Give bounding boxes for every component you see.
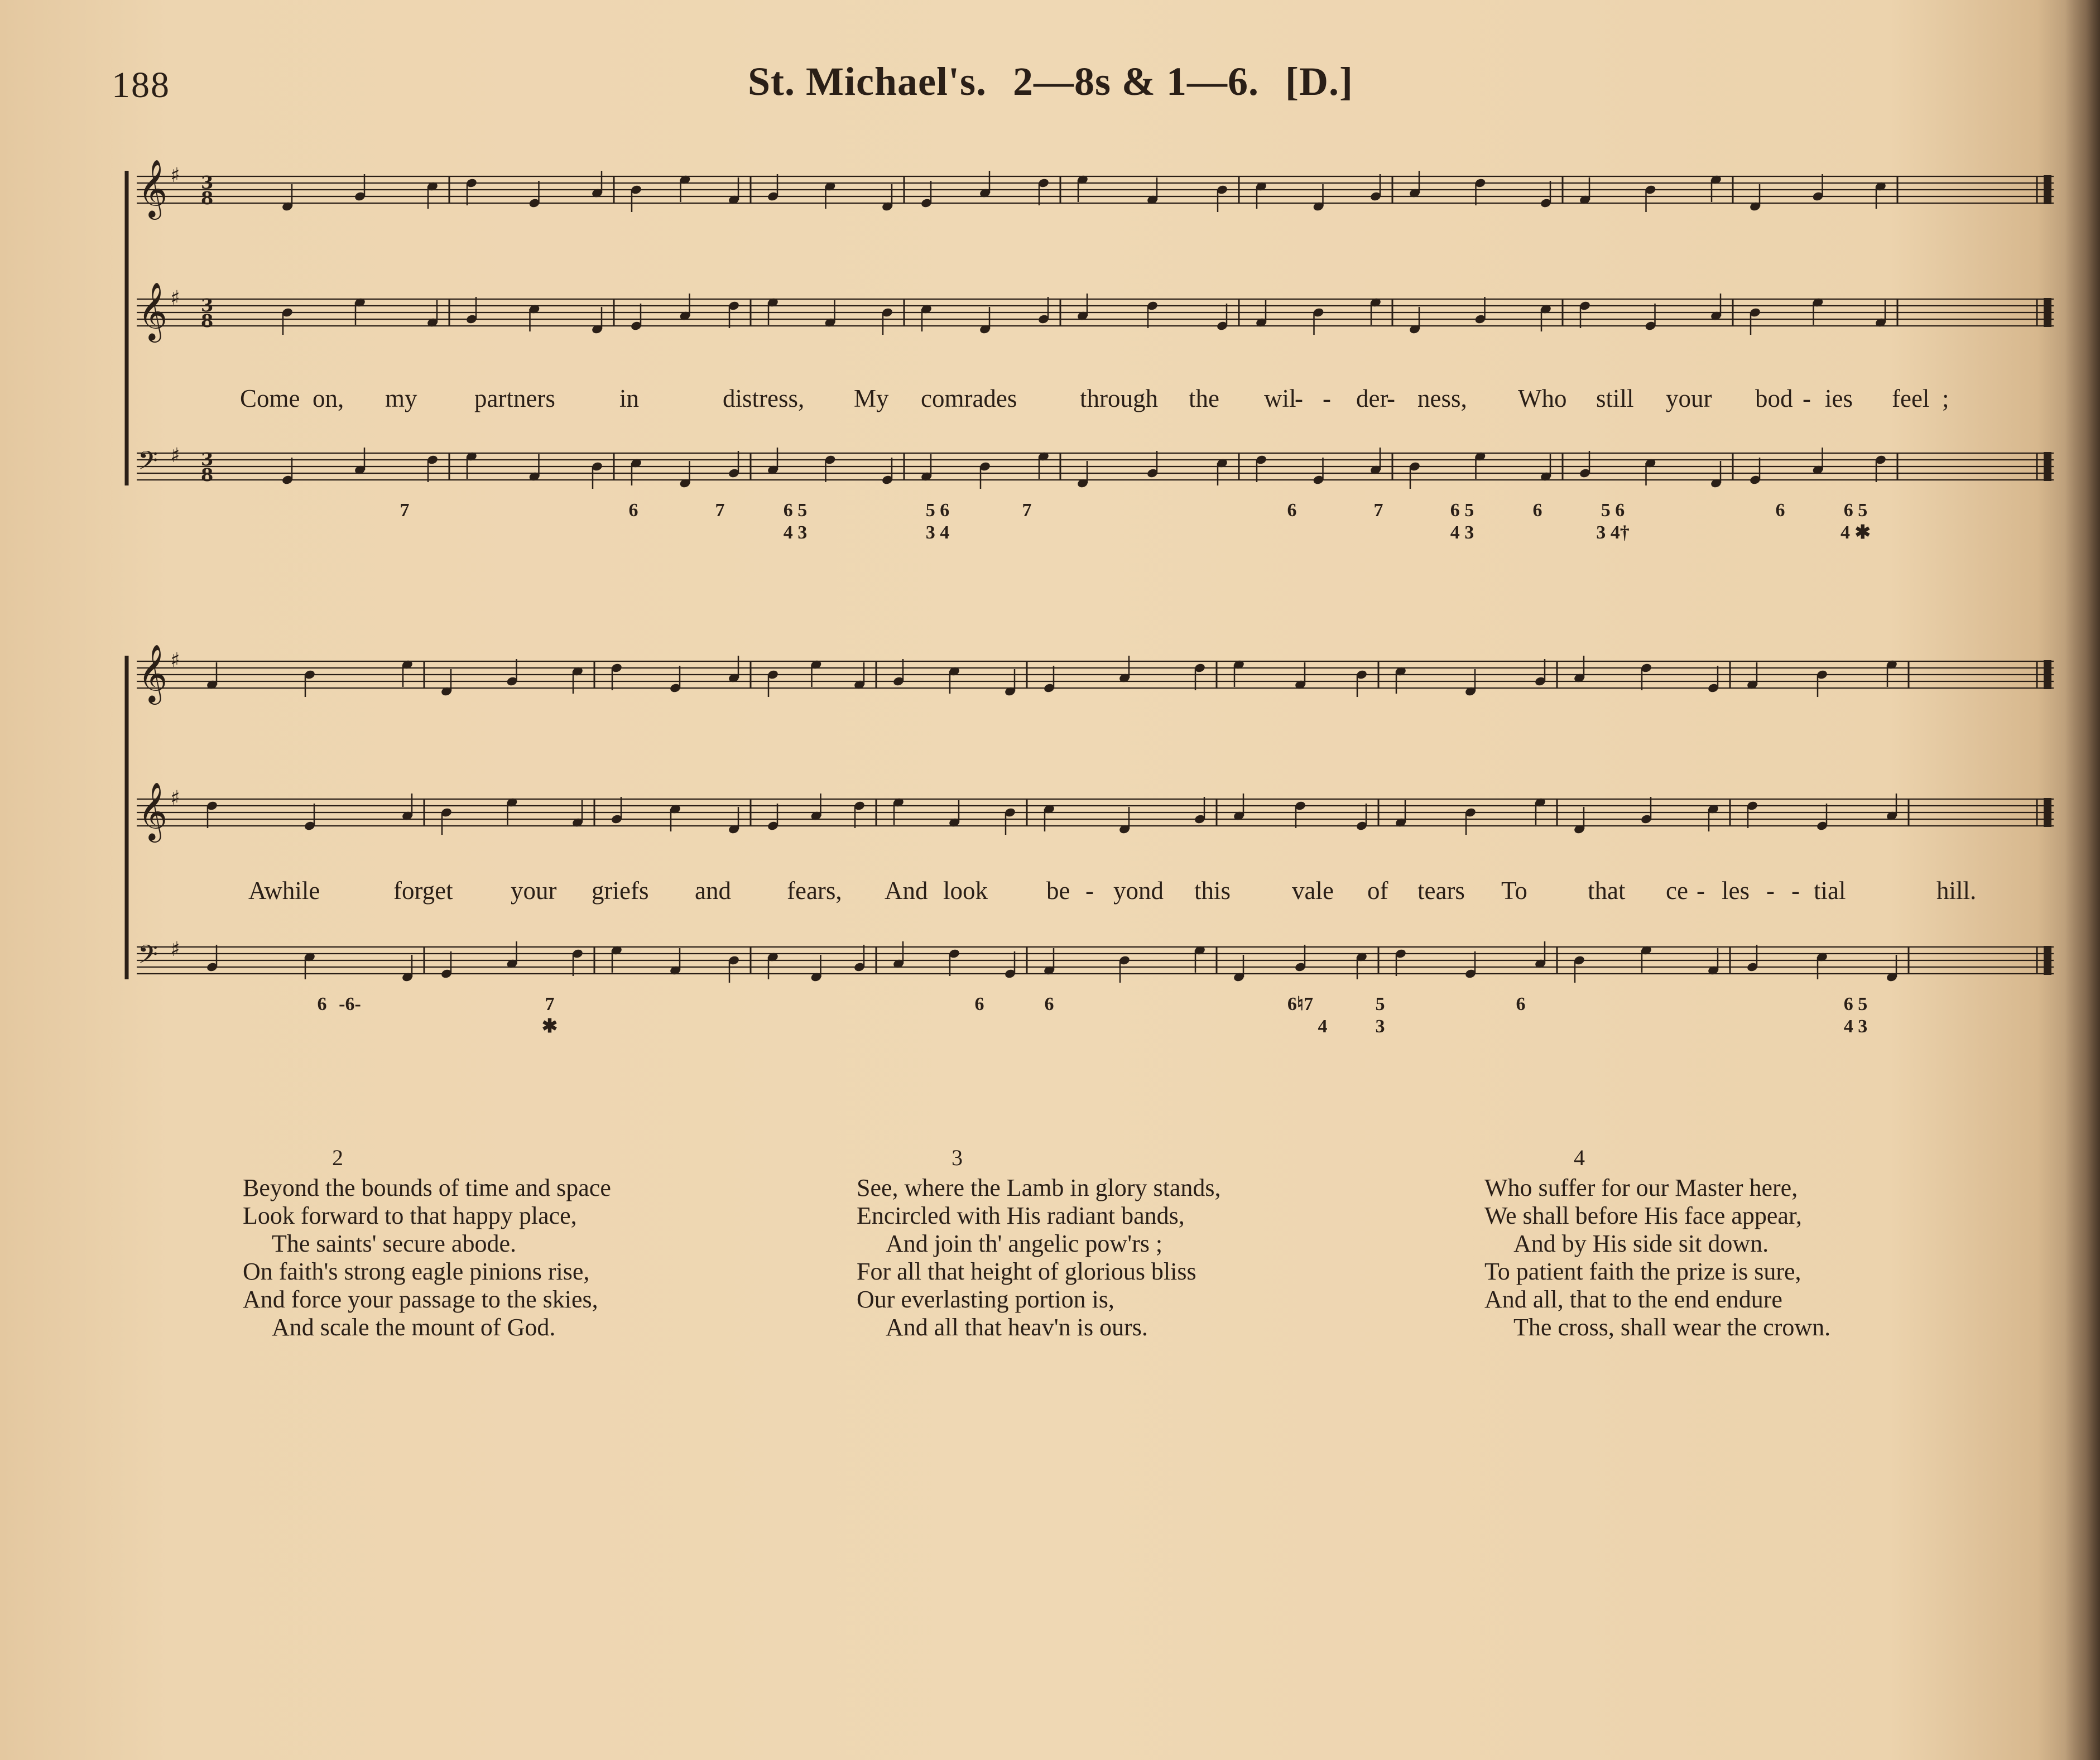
staff-system-2 bbox=[127, 644, 2054, 1037]
lyric-syllable: and bbox=[695, 877, 731, 905]
lyric-syllable: yond bbox=[1113, 877, 1164, 905]
figure-bottom: 4 ✱ bbox=[1840, 522, 1871, 543]
verse-line: For all that height of glorious bliss bbox=[857, 1258, 1196, 1285]
lyric-syllable: distress, bbox=[723, 384, 805, 412]
final-bar-line bbox=[2044, 452, 2051, 481]
lyric-syllable: - bbox=[1766, 877, 1775, 905]
lyric-syllable: ness, bbox=[1417, 384, 1467, 412]
lyric-syllable: my bbox=[385, 384, 417, 412]
verse-3 bbox=[857, 1144, 1221, 1341]
verse-number: 2 bbox=[332, 1145, 343, 1170]
figure-top: 7 bbox=[1373, 500, 1383, 521]
verse-line: We shall before His face appear, bbox=[1484, 1202, 1802, 1229]
lyric-syllable: - bbox=[1387, 384, 1395, 412]
key-signature-sharp-icon: ♯ bbox=[170, 649, 180, 672]
key-signature-sharp-icon: ♯ bbox=[170, 787, 180, 810]
figure-top: 6 5 bbox=[1450, 500, 1474, 521]
figure-bottom: 4 3 bbox=[1843, 1016, 1868, 1037]
time-signature: 8 bbox=[201, 187, 214, 209]
lyric-syllable: tial bbox=[1814, 877, 1846, 905]
figure-top: 5 6 bbox=[925, 500, 950, 521]
figure-top: 5 6 bbox=[1601, 500, 1625, 521]
figure-bottom: 3 bbox=[1375, 1016, 1385, 1037]
figure-top: 7 bbox=[545, 994, 555, 1014]
lyric-syllable: partners bbox=[474, 384, 555, 412]
lyric-syllable: in bbox=[619, 384, 640, 412]
lyric-syllable: ; bbox=[1942, 384, 1949, 412]
final-bar-line bbox=[2044, 798, 2051, 827]
figure-top: 6 bbox=[1287, 500, 1297, 521]
lyric-syllable: Awhile bbox=[248, 877, 320, 905]
lyric-syllable: through bbox=[1080, 384, 1158, 412]
lyric-syllable: - bbox=[1791, 877, 1800, 905]
figure-bottom: ✱ bbox=[541, 1016, 558, 1037]
figure-bottom: 4 3 bbox=[783, 522, 808, 543]
bass-staff bbox=[137, 444, 2054, 489]
time-signature: 3 bbox=[201, 172, 214, 193]
verse-4 bbox=[1484, 1144, 1830, 1341]
lyric-syllable: griefs bbox=[592, 877, 649, 905]
treble-staff bbox=[137, 782, 2054, 843]
figure-top: -6- bbox=[339, 994, 361, 1014]
lyric-syllable: les bbox=[1722, 877, 1750, 905]
lyric-syllable: - bbox=[1323, 384, 1331, 412]
lyric-syllable: My bbox=[854, 384, 889, 412]
figure-top: 6 5 bbox=[1843, 994, 1868, 1014]
verse-line: Look forward to that happy place, bbox=[243, 1202, 577, 1229]
figure-top: 6 bbox=[1532, 500, 1542, 521]
final-bar-line bbox=[2044, 660, 2051, 689]
lyric-syllable: - bbox=[1295, 384, 1303, 412]
staff-system-1 bbox=[127, 159, 2054, 543]
lyric-syllable: on, bbox=[313, 384, 344, 412]
figure-top: 5 bbox=[1375, 994, 1385, 1014]
verse-line: And by His side sit down. bbox=[1513, 1230, 1769, 1257]
lyric-syllable: fears, bbox=[787, 877, 842, 905]
treble-staff bbox=[137, 159, 2054, 220]
final-bar-line bbox=[2044, 175, 2051, 204]
bass-staff bbox=[137, 938, 2054, 983]
figure-top: 6 bbox=[1516, 994, 1526, 1014]
lyric-syllable: hill. bbox=[1936, 877, 1977, 905]
tune-title: St. Michael's. bbox=[748, 59, 987, 104]
lyric-syllable: - bbox=[1803, 384, 1811, 412]
verse-line: The saints' secure abode. bbox=[272, 1230, 516, 1257]
lyric-syllable: comrades bbox=[921, 384, 1017, 412]
lyric-syllable: that bbox=[1588, 877, 1626, 905]
key-signature-sharp-icon: ♯ bbox=[170, 164, 180, 187]
key-signature-sharp-icon: ♯ bbox=[170, 444, 180, 467]
lyric-syllable: be bbox=[1046, 877, 1070, 905]
verse-number: 3 bbox=[952, 1145, 963, 1170]
figure-top: 7 bbox=[715, 500, 725, 521]
lyric-syllable: look bbox=[943, 877, 988, 905]
lyric-syllable: bod bbox=[1755, 384, 1793, 412]
lyric-syllable: vale bbox=[1292, 877, 1334, 905]
time-signature: 8 bbox=[201, 310, 214, 331]
figure-top: 6 5 bbox=[1843, 500, 1868, 521]
lyric-syllable: ce bbox=[1666, 877, 1688, 905]
time-signature: 3 bbox=[201, 295, 214, 316]
figure-top: 6 bbox=[317, 994, 327, 1014]
treble-clef-icon: 𝄞 bbox=[138, 782, 168, 840]
figure-top: 6 bbox=[1775, 500, 1785, 521]
figure-top: 6 bbox=[1044, 994, 1054, 1014]
figure-top: 7 bbox=[1022, 500, 1032, 521]
time-signature: 8 bbox=[201, 464, 214, 485]
verse-line: And all, that to the end endure bbox=[1484, 1286, 1782, 1313]
lyrics-system-1 bbox=[0, 384, 2100, 423]
lyric-syllable: feel bbox=[1892, 384, 1930, 412]
lyric-syllable: To bbox=[1501, 877, 1527, 905]
verse-line: On faith's strong eagle pinions rise, bbox=[243, 1258, 590, 1285]
bass-clef-icon: 𝄢 bbox=[138, 940, 158, 976]
bass-clef-icon: 𝄢 bbox=[138, 446, 158, 482]
verse-number: 4 bbox=[1574, 1145, 1585, 1170]
lyric-syllable: this bbox=[1194, 877, 1231, 905]
lyric-syllable: the bbox=[1189, 384, 1219, 412]
figured-bass bbox=[400, 500, 1871, 543]
key-signature-sharp-icon: ♯ bbox=[170, 938, 180, 961]
verse-line: Who suffer for our Master here, bbox=[1484, 1174, 1798, 1201]
verse-line: And force your passage to the skies, bbox=[243, 1286, 598, 1313]
figure-bottom: 3 4† bbox=[1596, 522, 1630, 543]
verse-line: Our everlasting portion is, bbox=[857, 1286, 1114, 1313]
final-bar-line bbox=[2044, 946, 2051, 975]
tune-meter: 2—8s & 1—6. bbox=[1012, 59, 1259, 104]
verse-2 bbox=[243, 1144, 611, 1341]
lyric-syllable: - bbox=[1697, 877, 1705, 905]
verse-line: Encircled with His radiant bands, bbox=[857, 1202, 1185, 1229]
verse-line: And scale the mount of God. bbox=[272, 1314, 556, 1341]
lyric-syllable: tears bbox=[1417, 877, 1465, 905]
figure-bottom: 3 4 bbox=[925, 522, 950, 543]
verse-line: See, where the Lamb in glory stands, bbox=[857, 1174, 1221, 1201]
lyric-syllable: forget bbox=[393, 877, 453, 905]
lyrics-system-2 bbox=[0, 876, 2100, 915]
final-bar-line bbox=[2044, 298, 2051, 327]
figure-top: 6 bbox=[628, 500, 638, 521]
time-signature: 3 bbox=[201, 449, 214, 470]
treble-staff bbox=[137, 282, 2054, 343]
lyric-syllable: Who bbox=[1518, 384, 1567, 412]
tune-tag: [D.] bbox=[1285, 59, 1353, 104]
figure-top: 6 bbox=[974, 994, 984, 1014]
figure-top: 6 5 bbox=[783, 500, 808, 521]
treble-clef-icon: 𝄞 bbox=[138, 282, 168, 340]
verse-line: To patient faith the prize is sure, bbox=[1484, 1258, 1801, 1285]
verse-line: Beyond the bounds of time and space bbox=[243, 1174, 611, 1201]
lyric-syllable: your bbox=[511, 877, 557, 905]
verse-line: And all that heav'n is ours. bbox=[886, 1314, 1148, 1341]
figure-bottom: 4 bbox=[1318, 1016, 1328, 1037]
verse-line: And join th' angelic pow'rs ; bbox=[886, 1230, 1163, 1257]
lyric-syllable: ies bbox=[1825, 384, 1853, 412]
lyric-syllable: of bbox=[1367, 877, 1388, 905]
treble-clef-icon: 𝄞 bbox=[138, 159, 168, 218]
key-signature-sharp-icon: ♯ bbox=[170, 287, 180, 310]
lyric-syllable: wil bbox=[1264, 384, 1296, 412]
figured-bass bbox=[318, 994, 1868, 1037]
figure-top: 6♮7 bbox=[1287, 994, 1314, 1014]
lyric-syllable: And bbox=[885, 877, 928, 905]
lyric-syllable: der bbox=[1356, 384, 1388, 412]
treble-staff bbox=[137, 644, 2054, 705]
page-number: 188 bbox=[112, 65, 170, 105]
lyric-syllable: still bbox=[1596, 384, 1634, 412]
lyric-syllable: - bbox=[1085, 877, 1094, 905]
verse-line: The cross, shall wear the crown. bbox=[1513, 1314, 1831, 1341]
figure-bottom: 4 3 bbox=[1450, 522, 1474, 543]
figure-top: 7 bbox=[400, 500, 410, 521]
lyric-syllable: your bbox=[1666, 384, 1712, 412]
treble-clef-icon: 𝄞 bbox=[138, 644, 168, 703]
lyric-syllable: Come bbox=[240, 384, 300, 412]
